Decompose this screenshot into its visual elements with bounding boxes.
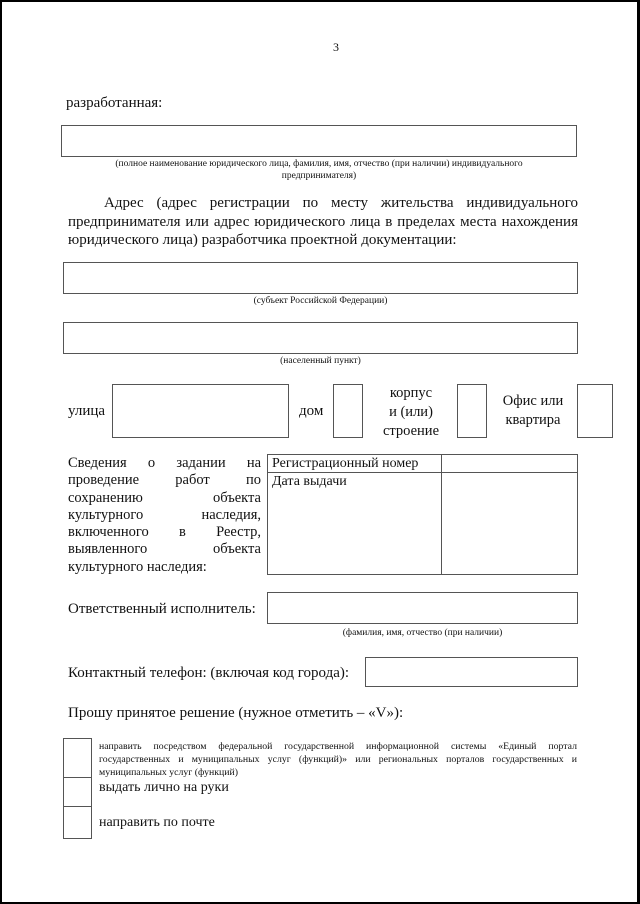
executor-caption: (фамилия, имя, отчество (при наличии) [342, 628, 503, 638]
street-field[interactable] [112, 384, 289, 438]
word: адрес [213, 214, 250, 230]
assignment-label-line: Сведения о задании на [68, 455, 262, 471]
word: пределах [397, 214, 456, 230]
developer-name-field[interactable] [61, 125, 577, 157]
decision-label: Прошу принятое решение (нужное отметить – «V»): [68, 705, 404, 721]
building-label-line: строение [382, 423, 440, 439]
office-field[interactable] [577, 384, 613, 438]
option-portal-label [99, 740, 577, 779]
address-intro-line-1 [104, 194, 578, 212]
developer-name-caption-2: предпринимателя) [281, 171, 357, 181]
word: Адрес [104, 195, 144, 211]
building-field[interactable] [457, 384, 487, 438]
word: предпринимателя [68, 214, 181, 230]
assignment-label-line: культурного наследия, [68, 506, 261, 523]
word: юридического [254, 214, 346, 230]
address-intro-line-3: юридического лица) разработчика проектной документации: [68, 232, 457, 248]
settlement-field[interactable] [63, 322, 578, 354]
option-in-person-checkbox[interactable] [63, 777, 92, 807]
word: нахождения [501, 214, 578, 230]
office-label [494, 392, 572, 430]
word: жительства [380, 195, 454, 211]
word: (адрес [156, 195, 197, 211]
assignment-label-line: проведение работ по [68, 472, 261, 489]
option-post-label: направить по почте [99, 815, 215, 830]
assignment-label-line: включенного в Реестр, [68, 524, 262, 541]
word: места [460, 214, 497, 230]
building-label-line: корпус [389, 385, 433, 401]
word: или [185, 214, 209, 230]
option-portal-label-line: направить посредством федеральной государственной информационной системы «Единый портал [99, 741, 577, 752]
executor-field[interactable] [267, 592, 578, 624]
house-field[interactable] [333, 384, 363, 438]
assignment-label [68, 455, 261, 576]
word: месту [330, 195, 369, 211]
subject-caption: (субъект Российской Федерации) [253, 296, 388, 306]
office-label-line: квартира [505, 412, 561, 428]
settlement-caption: (населенный пункт) [280, 356, 361, 366]
assignment-label-line: культурного наследия: [68, 558, 207, 575]
registration-number-label: Регистрационный номер [272, 456, 419, 471]
table-row-divider [268, 472, 577, 473]
phone-label: Контактный телефон: (включая код города): [68, 665, 350, 681]
address-intro-line-2 [68, 213, 578, 231]
word: регистрации [209, 195, 290, 211]
assignment-label-line: выявленного объекта [68, 541, 261, 558]
issue-date-value[interactable] [444, 474, 574, 572]
word: индивидуального [466, 195, 579, 211]
document-page [2, 2, 637, 902]
word: по [302, 195, 319, 211]
office-label-line: Офис или [502, 393, 564, 409]
option-in-person-label: выдать лично на руки [99, 780, 229, 795]
option-post-checkbox[interactable] [63, 806, 92, 839]
phone-field[interactable] [365, 657, 578, 687]
subject-field[interactable] [63, 262, 578, 294]
developer-name-caption: (полное наименование юридического лица, фамилия, имя, отчество (при наличии) индивидуального [115, 159, 523, 169]
option-portal-label-line: муниципальных услуг (функций) [99, 767, 239, 778]
executor-label: Ответственный исполнитель: [68, 601, 256, 617]
assignment-label-line: сохранению объекта [68, 489, 261, 506]
street-label: улица [68, 403, 106, 419]
developer-label: разработанная: [66, 95, 163, 111]
word: лица [350, 214, 381, 230]
building-label [374, 384, 448, 441]
word: в [385, 214, 393, 230]
option-portal-label-line: государственных и муниципальных услуг (функций)» или региональных порталов государственных и [99, 754, 577, 765]
house-label: дом [299, 403, 324, 419]
building-label-line: и (или) [389, 404, 433, 420]
issue-date-label: Дата выдачи [272, 474, 347, 489]
page-number: 3 [333, 40, 339, 54]
assignment-table [267, 454, 578, 575]
registration-number-value[interactable] [444, 456, 574, 472]
option-portal-checkbox[interactable] [63, 738, 92, 778]
